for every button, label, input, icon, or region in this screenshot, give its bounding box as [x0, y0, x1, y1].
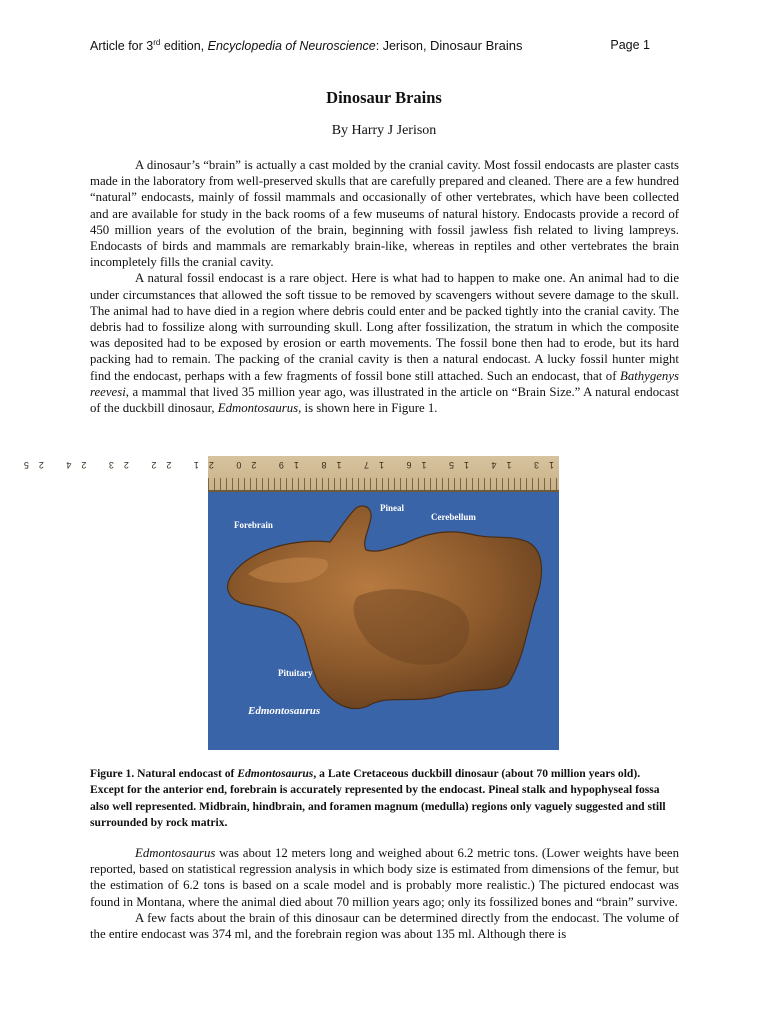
paragraph-4: A few facts about the brain of this dinosaur can be determined directly from the endocast. The volume of the entire endocast was 374 ml, and the forebrain region was about 135 ml. Although there is [90, 910, 679, 942]
caption-genus: Edmontosaurus [237, 767, 314, 780]
header-middle: edition, [160, 39, 208, 53]
paragraph-3 [90, 845, 679, 910]
paragraph-1: A dinosaur’s “brain” is actually a cast molded by the cranial cavity. Most fossil endocasts are plaster casts made in the laboratory from well-preserved skulls that are carefully prepared and cleaned. There are a few hundred “natural” endocasts, mainly of fossil mammals and occasionally of other vertebrates, which have been collected and are available for study in the back rooms of a few museums of natural history. Endocasts provide a record of 450 million years of the evolution of the brain, beginning with fossil jawless fish related to living lampreys. Endocasts of birds and mammals are remarkably brain-like, whereas in reptiles and other vertebrates the brain incompletely fills the cranial cavity. [90, 158, 679, 270]
label-pineal: Pineal [380, 503, 404, 513]
header-author: : Jerison, [375, 39, 430, 53]
paragraph-2-text-b: , a mammal that lived 35 million year ago, was illustrated in the article on “Brain Size.” A natural endocast of the duckbill dinosaur, [90, 384, 679, 416]
caption-text-a: Figure 1. Natural endocast of [90, 767, 238, 780]
header-prefix: Article for 3 [90, 39, 154, 53]
body-text-top [90, 157, 679, 416]
figure-caption [90, 766, 675, 831]
species-name: Bathygenys reevesi [90, 368, 679, 399]
paragraph-2 [90, 270, 679, 416]
endocast-photo [13, 456, 559, 750]
header-article-title: Dinosaur Brains [429, 38, 523, 53]
paragraph-2-text-a: A natural fossil endocast is a rare object. Here is what had to happen to make one. An animal had to die under circumstances that allowed the soft tissue to be removed by scavengers without severe damage to the skull. The animal had to have died in a region where debris could enter and be packed tightly into the cranial cavity. The debris had to fossilize along with surrounding skull. Long after fossilization, the stratum in which the composite was deposited had to be exposed by erosion or earth movements. The fossil bone then had to erode, but its hard packing had to remain. The packing of the cranial cavity is then a natural endocast. A lucky fossil hunter might find the endocast, perhaps with a few fragments of fossil bone still attached. Such an endocast, that of [90, 271, 679, 383]
article-title: Dinosaur Brains [326, 88, 442, 107]
paragraph-3-genus: Edmontosaurus [135, 846, 216, 860]
caption-text-b: , a Late Cretaceous duckbill dinosaur (about 70 million years old). Except for the anterior end, forebrain is accurately represented by the endocast. Pineal stalk and hypophyseal fossa also well represented. Midbrain, hindbrain, and foramen magnum (medulla) regions only vaguely suggested and still surrounded by rock matrix. [90, 767, 666, 829]
page-number: Page 1 [610, 38, 650, 52]
genus-name: Edmontosaurus [217, 401, 299, 416]
ruler-numbers: 13 14 15 16 17 18 19 20 21 22 23 24 25 [13, 460, 554, 470]
label-genus: Edmontosaurus [248, 705, 321, 717]
header-superscript: rd [153, 38, 161, 47]
running-header [90, 38, 650, 53]
label-forebrain: Forebrain [234, 520, 273, 530]
label-cerebellum: Cerebellum [431, 512, 476, 522]
header-encyclopedia: Encyclopedia of Neuroscience [207, 39, 376, 53]
body-text-bottom [90, 845, 679, 942]
paragraph-2-text-c: , is shown here in Figure 1. [298, 401, 438, 416]
paragraph-3-text: was about 12 meters long and weighed about 6.2 metric tons. (Lower weights have been reported, based on statistical regression analysis in which body size is estimated from dimensions of the femur, but the estimation of 6.2 tons is based on a scale model and is probably more realistic.) The pictured endocast was found in Montana, where the animal died about 70 million years ago; only its fossilized bones and “brain” survive. [90, 846, 679, 909]
label-pituitary: Pituitary [278, 668, 313, 678]
article-byline: By Harry J Jerison [331, 123, 437, 138]
